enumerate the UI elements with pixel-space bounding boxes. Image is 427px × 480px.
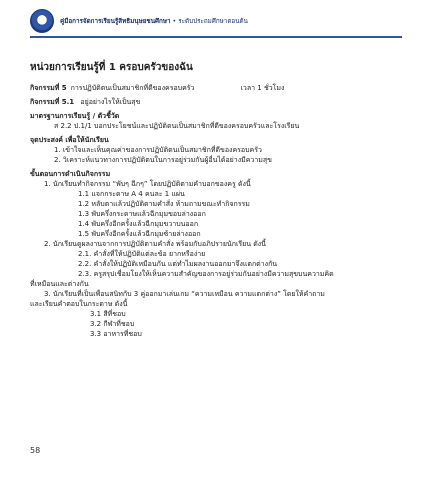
objective-item: 1. เข้าใจและเห็นคุณค่าของการปฏิบัติตนเป็นสมาชิกที่ดีของครอบครัว [54,146,262,154]
sub-activity-text: อยู่อย่างไรให้เป็นสุข [80,98,141,106]
step-1-item: 1.2 หลับตาแล้วปฏิบัติตามคำสั่ง ห้ามถามขณะทำกิจกรรม [78,200,250,208]
ministry-logo-icon [30,9,54,33]
document-body [30,60,410,339]
step-3-item: 3.1 สีที่ชอบ [90,310,126,318]
step-2-item-continued: ที่เหมือนและต่างกัน [30,280,89,288]
step-2-item: 2.3. ครูสรุปเชื่อมโยงให้เห็นความสำคัญของการอยู่ร่วมกันอย่างมีความสุขบนความคิด [78,270,334,278]
activity-text: การปฏิบัติตนเป็นสมาชิกที่ดีของครอบครัว [70,84,195,92]
header-divider [30,36,402,38]
step-3-item: 3.3 อาหารที่ชอบ [90,330,142,338]
step-3-item: 3.2 กีฬาที่ชอบ [90,320,135,328]
header-separator: • [172,18,179,25]
activity-line [30,83,410,93]
standards-heading: มาตรฐานการเรียนรู้ / ตัวชี้วัด [30,112,120,120]
activity-label: กิจกรรมที่ 5 [30,84,67,92]
sub-activity-label: กิจกรรมที่ 5.1 [30,98,75,106]
procedure-step-3-continued: และเรียนคำตอบในกระดาษ ดังนี้ [30,300,128,308]
step-1-item: 1.1 แจกกระดาษ A 4 คนละ 1 แผ่น [78,190,185,198]
objectives-heading: จุดประสงค์ เพื่อให้นักเรียน [30,136,109,144]
page-header [30,6,402,36]
header-text [60,16,248,26]
sub-activity-line [30,97,410,107]
step-2-item: 2.2. คำสั่งให้ปฏิบัติเหมือนกัน แต่ทำไมผลงานออกมาจึงแตกต่างกัน [78,260,278,268]
procedure-step-3: 3. นักเรียนที่เป็นเพื่อนสนิทกับ 3 คู่ออกมาเล่นเกม “ความเหมือน ความแตกต่าง” โดยให้คำถาม [44,290,325,298]
procedure-step-2: 2. นักเรียนดูผลงานจากการปฏิบัติตามคำสั่ง พร้อมกับอภิปรายนักเรียน ดังนี้ [44,240,266,248]
page-number: 58 [30,446,41,455]
standards-item: ส 2.2 ป.1/1 บอกประโยชน์และปฏิบัติตนเป็นสมาชิกที่ดีของครอบครัวและโรงเรียน [54,122,300,130]
objective-item: 2. วิเคราะห์แนวทางการปฏิบัติตนในการอยู่ร่วมกันผู้อื่นได้อย่างมีความสุข [54,156,272,164]
procedure-heading: ขั้นตอนการดำเนินกิจกรรม [30,170,111,178]
step-1-item: 1.4 พับครึ่งอีกครั้งแล้วฉีกมุมขวาบนออก [78,220,199,228]
header-title: คู่มือการจัดการเรียนรู้สิทธิมนุษยชนศึกษา [60,18,171,25]
unit-title: หน่วยการเรียนรู้ที่ 1 ครอบครัวของฉัน [30,62,193,73]
procedure-step-1: 1. นักเรียนทำกิจกรรม “พับๆ ฉีกๆ” โดยปฏิบัติตามคำบอกของครู ดังนี้ [44,180,251,188]
step-1-item: 1.3 พับครึ่งกระดาษแล้วฉีกมุมขอบล่างออก [78,210,206,218]
step-1-item: 1.5 พับครึ่งอีกครั้งแล้วฉีกมุมซ้ายล่างออก [78,230,201,238]
header-subtitle: ระดับประถมศึกษาตอนต้น [178,18,248,25]
step-2-item: 2.1. คำสั่งที่ให้ปฏิบัติแต่ละข้อ ยากหรือง่าย [78,250,206,258]
activity-time: เวลา 1 ชั่วโมง [240,84,285,92]
